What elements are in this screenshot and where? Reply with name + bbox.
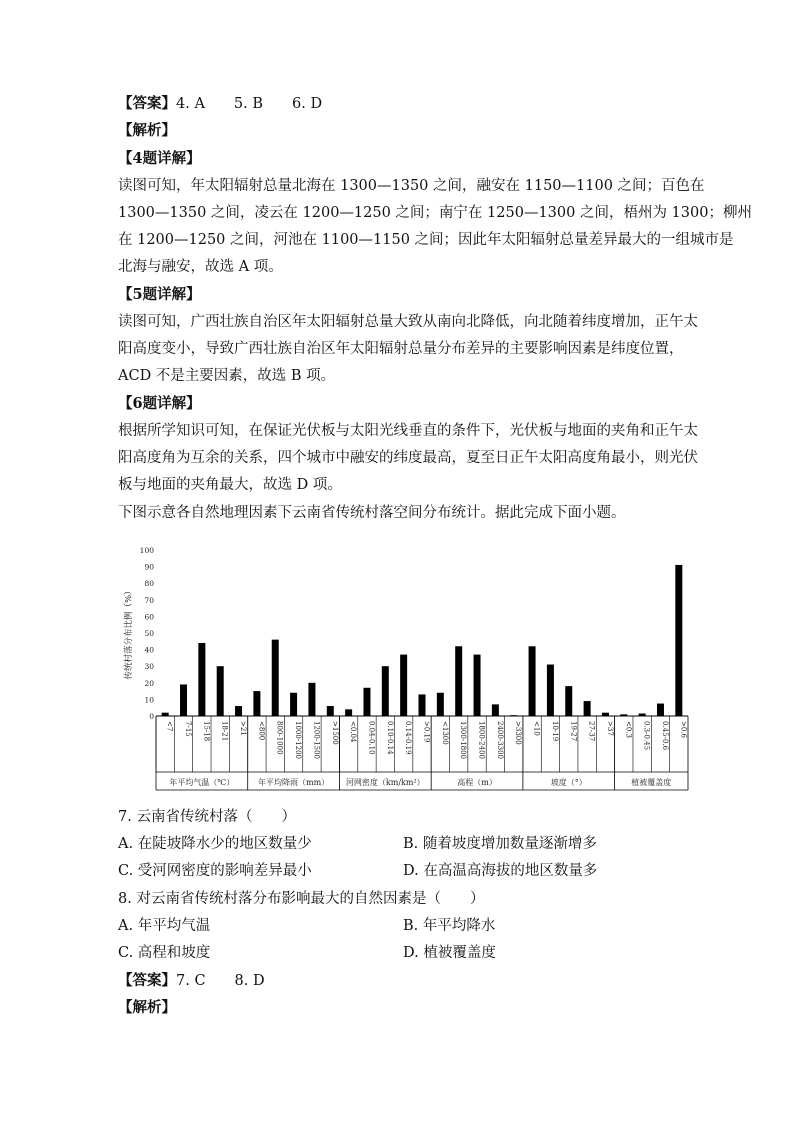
category-label: <0.04 (349, 721, 358, 743)
chart-bar (584, 701, 591, 716)
y-tick-label: 80 (144, 579, 154, 589)
y-tick-label: 70 (144, 595, 154, 605)
q8-stem: 8. 对云南省传统村落分布影响最大的自然因素是（ ） (118, 891, 485, 907)
chart-bar (529, 646, 536, 716)
category-label: >21 (239, 721, 248, 736)
category-label: 0.3-0.45 (642, 721, 651, 751)
category-label: >37 (605, 721, 614, 736)
category-label: 15-18 (202, 721, 211, 742)
answer-line-2 (118, 971, 265, 991)
category-label: 0.04-0.10 (367, 721, 376, 755)
q4-line: 读图可知，年太阳辐射总量北海在 1300—1350 之间，融安在 1150—1100 之间；百色在 (118, 178, 705, 194)
q8-option-d[interactable]: D. 植被覆盖度 (403, 945, 496, 961)
chart-bar (547, 665, 554, 716)
y-axis-label: 传统村落分布比例（%） (124, 586, 134, 680)
chart-bar (455, 646, 462, 716)
q7-option-c[interactable]: C. 受河网密度的影响差异最小 (118, 863, 312, 879)
q7-option-d[interactable]: D. 在高温高海拔的地区数量多 (403, 863, 598, 879)
y-tick-label: 60 (144, 612, 154, 622)
q4-line: 北海与融安，故选 A 项。 (118, 259, 283, 275)
q4-heading: 【4题详解】 (118, 150, 201, 167)
analysis-heading: 【解析】 (118, 999, 176, 1016)
y-tick-label: 20 (144, 678, 154, 688)
chart-bar (382, 666, 389, 716)
category-label: 0.14-0.19 (404, 721, 413, 755)
chart-bar (290, 693, 297, 716)
answer-label: 【答案】 (118, 972, 176, 989)
q7-stem: 7. 云南省传统村落（ ） (118, 809, 296, 825)
category-label: >3300 (514, 721, 523, 745)
category-label: <0.3 (624, 721, 633, 738)
chart-bar (474, 655, 481, 716)
chart-bar (217, 666, 224, 716)
q5-line: 阳高度变小，导致广西壮族自治区年太阳辐射总量分布差异的主要影响因素是纬度位置， (118, 341, 684, 357)
answer-label: 【答案】 (118, 95, 176, 112)
category-label: 10-19 (550, 721, 559, 742)
chart-bar (510, 715, 517, 716)
q6-line: 根据所学知识可知，在保证光伏板与太阳光线垂直的条件下，光伏板与地面的夹角和正午太 (118, 423, 698, 439)
group-label: 高程（m） (457, 778, 497, 787)
chart-bar (235, 706, 242, 716)
chart-bar (620, 714, 627, 716)
category-label: <800 (257, 721, 266, 741)
q7-option-b[interactable]: B. 随着坡度增加数量逐渐增多 (403, 836, 597, 852)
category-label: 2400-3300 (495, 721, 504, 759)
category-label: 1800-2400 (477, 721, 486, 759)
chart-intro: 下图示意各自然地理因素下云南省传统村落空间分布统计。据此完成下面小题。 (118, 505, 626, 521)
category-label: 19-27 (569, 721, 578, 742)
q4-line: 在 1200—1250 之间，河池在 1100—1150 之间；因此年太阳辐射总量差异最大的一组城市是 (118, 232, 734, 248)
chart-bar (602, 713, 609, 716)
q7-option-a[interactable]: A. 在陡坡降水少的地区数量少 (118, 836, 312, 852)
group-label: 年平均降雨（mm） (258, 778, 330, 787)
q5-heading: 【5题详解】 (118, 286, 201, 303)
group-label: 河网密度（km/km²） (345, 778, 425, 787)
category-label: >1500 (330, 721, 339, 745)
chart-bar (345, 709, 352, 716)
q8-option-a[interactable]: A. 年平均气温 (118, 918, 211, 934)
category-label: 800-1000 (275, 721, 284, 755)
group-label: 坡度（°） (550, 778, 587, 787)
q6-line: 阳高度角为互余的关系，四个城市中融安的纬度最高，夏至日正午太阳高度角最小，则光伏 (118, 450, 698, 466)
y-tick-label: 30 (144, 662, 154, 672)
answer-text: 4. A 5. B 6. D (176, 96, 323, 112)
chart-bar (419, 694, 426, 716)
chart-bar (162, 713, 169, 716)
category-label: 1300-1800 (459, 721, 468, 759)
category-label: 27-37 (587, 721, 596, 742)
chart-bar (253, 691, 260, 716)
category-label: <7 (165, 721, 174, 732)
chart-bar (327, 706, 334, 716)
q5-line: 读图可知，广西壮族自治区年太阳辐射总量大致从南向北降低，向北随着纬度增加，正午太 (118, 314, 698, 330)
answer-line-1 (118, 94, 322, 114)
answer-text: 7. C 8. D (176, 973, 265, 989)
category-label: >0.19 (422, 721, 431, 743)
group-label: 植被覆盖度 (631, 778, 672, 787)
chart-bar (437, 693, 444, 716)
chart-bar (272, 640, 279, 716)
y-tick-label: 40 (144, 645, 154, 655)
chart-bar (565, 686, 572, 716)
category-label: >0.6 (679, 721, 688, 738)
category-label: <1300 (440, 721, 449, 745)
category-label: 7-15 (184, 721, 193, 737)
y-tick-label: 50 (144, 629, 154, 638)
category-label: 0.10-0.14 (385, 721, 394, 755)
category-label: 1200-1500 (312, 721, 321, 759)
y-tick-label: 100 (139, 546, 154, 555)
chart-bar (492, 704, 499, 716)
q5-line: ACD 不是主要因素，故选 B 项。 (118, 368, 336, 384)
chart-bar (198, 643, 205, 716)
category-label: 18-21 (220, 721, 229, 742)
category-label: 0.45-0.6 (660, 721, 669, 751)
chart-bar (180, 684, 187, 716)
category-label: <10 (532, 721, 541, 736)
q4-line: 1300—1350 之间，凌云在 1200—1250 之间；南宁在 1250—1300 之间，梧州为 1300；柳州 (118, 205, 752, 221)
chart-bar (657, 704, 664, 716)
category-label: 1000-1200 (294, 721, 303, 759)
chart-bar (675, 565, 682, 716)
y-tick-label: 10 (144, 695, 154, 705)
chart-bar (400, 655, 407, 716)
y-tick-label: 90 (144, 562, 154, 572)
village-distribution-chart (118, 540, 698, 792)
analysis-heading: 【解析】 (118, 122, 176, 139)
q8-option-b[interactable]: B. 年平均降水 (403, 918, 496, 934)
group-label: 年平均气温（℃） (169, 778, 235, 787)
chart-bar (363, 688, 370, 716)
q8-option-c[interactable]: C. 高程和坡度 (118, 945, 211, 961)
chart-bar (639, 714, 646, 716)
q6-line: 板与地面的夹角最大，故选 D 项。 (118, 477, 342, 493)
q6-heading: 【6题详解】 (118, 395, 201, 412)
chart-bar (308, 683, 315, 716)
y-tick-label: 0 (149, 712, 154, 721)
